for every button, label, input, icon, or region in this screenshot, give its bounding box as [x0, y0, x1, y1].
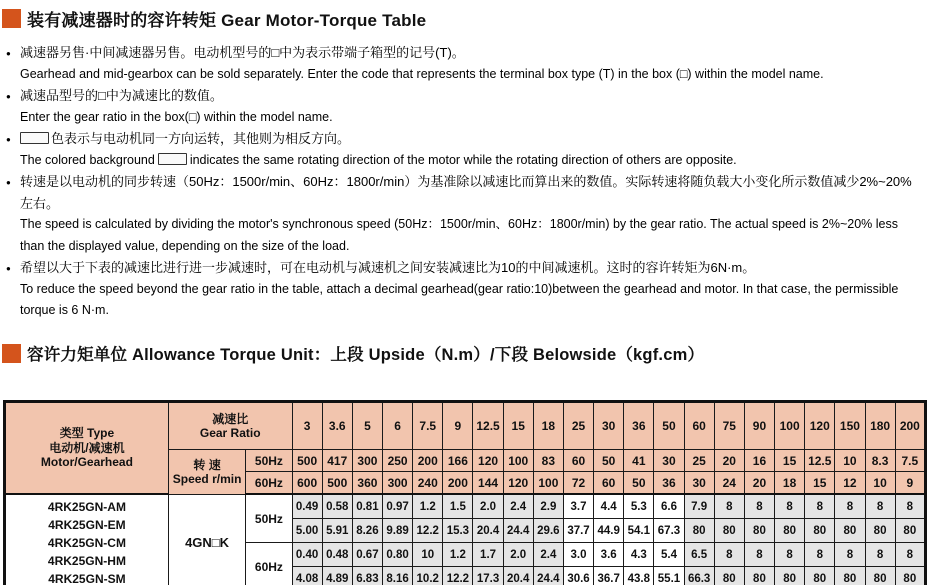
orange-square-marker-icon [2, 344, 21, 363]
section2-title: 容许力矩单位 Allowance Torque Unit：上段 Upside（N.m）/下段 Belowside（kgf.cm） [27, 346, 705, 364]
speed-60hz-value-cell: 20 [744, 472, 774, 495]
model-name: 4RK25GN-AM [47, 499, 126, 514]
model-name: 4RK25GN-SM [48, 571, 126, 585]
torque-kgfcm-50hz-cell: 5.00 [292, 519, 322, 543]
header-50hz-cell: 50Hz [246, 450, 292, 472]
torque-nm-60hz-cell: 2.4 [533, 543, 563, 567]
gear-ratio-label-cn: 减速比 [212, 412, 249, 426]
torque-nm-50hz-cell: 2.4 [503, 494, 533, 519]
torque-nm-50hz-cell: 1.5 [443, 494, 473, 519]
torque-kgfcm-50hz-cell: 54.1 [624, 519, 654, 543]
torque-kgfcm-60hz-cell: 43.8 [624, 567, 654, 585]
speed-60hz-value-cell: 50 [624, 472, 654, 495]
torque-kgfcm-60hz-cell: 10.2 [413, 567, 443, 585]
note-en: Gearhead and mid-gearbox can be sold separately. Enter the code that represents the terminal box type (T) in the box (□) within the model name. [20, 66, 824, 81]
speed-50hz-value-cell: 50 [594, 450, 624, 472]
torque-kgfcm-60hz-cell: 8.16 [383, 567, 413, 585]
torque-nm-50hz-cell: 5.3 [624, 494, 654, 519]
torque-kgfcm-50hz-cell: 67.3 [654, 519, 684, 543]
torque-nm-60hz-cell: 8 [895, 543, 925, 567]
torque-kgfcm-50hz-cell: 15.3 [443, 519, 473, 543]
speed-60hz-value-cell: 360 [352, 472, 382, 495]
torque-nm-50hz-cell: 1.2 [413, 494, 443, 519]
gear-ratio-value-cell: 150 [835, 402, 865, 450]
type-header-cell [5, 402, 169, 495]
torque-nm-50hz-cell: 0.58 [322, 494, 352, 519]
torque-nm-50hz-cell: 6.6 [654, 494, 684, 519]
speed-50hz-value-cell: 417 [322, 450, 352, 472]
torque-kgfcm-50hz-cell: 20.4 [473, 519, 503, 543]
gear-ratio-value-cell: 100 [775, 402, 805, 450]
torque-nm-50hz-cell: 0.81 [352, 494, 382, 519]
speed-60hz-value-cell: 240 [413, 472, 443, 495]
speed-50hz-value-cell: 60 [563, 450, 593, 472]
speed-label-en: Speed r/min [172, 471, 242, 486]
speed-60hz-value-cell: 9 [895, 472, 925, 495]
gear-ratio-value-cell: 6 [383, 402, 413, 450]
speed-60hz-value-cell: 120 [503, 472, 533, 495]
gear-ratio-value-cell: 3 [292, 402, 322, 450]
note-cn-text: 色表示与电动机同一方向运转，其他则为相反方向。 [51, 131, 351, 146]
speed-header-cell [168, 450, 245, 495]
torque-kgfcm-50hz-cell: 12.2 [413, 519, 443, 543]
torque-nm-60hz-cell: 5.4 [654, 543, 684, 567]
torque-nm-60hz-cell: 4.3 [624, 543, 654, 567]
section1-heading [2, 6, 426, 31]
type-line: Motor/Gearhead [40, 455, 133, 470]
speed-60hz-value-cell: 12 [835, 472, 865, 495]
torque-nm-60hz-cell: 0.67 [352, 543, 382, 567]
torque-nm-60hz-cell: 3.6 [594, 543, 624, 567]
torque-kgfcm-60hz-cell: 4.08 [292, 567, 322, 585]
speed-60hz-value-cell: 72 [563, 472, 593, 495]
note-item [6, 128, 924, 171]
speed-50hz-value-cell: 25 [684, 450, 714, 472]
speed-50hz-value-cell: 15 [775, 450, 805, 472]
speed-50hz-value-cell: 250 [383, 450, 413, 472]
note-cn: 希望以大于下表的减速比进行进一步减速时，可在电动机与减速机之间安装减速比为10的中间减速机。这时的容许转矩为6N·m。 [20, 260, 756, 275]
torque-nm-60hz-cell: 0.80 [383, 543, 413, 567]
speed-50hz-value-cell: 120 [473, 450, 503, 472]
torque-kgfcm-50hz-cell: 37.7 [563, 519, 593, 543]
speed-60hz-value-cell: 36 [654, 472, 684, 495]
torque-kgfcm-50hz-cell: 9.89 [383, 519, 413, 543]
note-en: The speed is calculated by dividing the motor's synchronous speed (50Hz：1500r/min、60Hz：1800r/min) by the gear ratio. The actual speed is 2%~20% less than the displayed value, depending on the size of the load. [20, 217, 898, 253]
torque-kgfcm-50hz-cell: 24.4 [503, 519, 533, 543]
speed-60hz-value-cell: 60 [594, 472, 624, 495]
gear-ratio-value-cell: 36 [624, 402, 654, 450]
gear-ratio-header-cell [168, 402, 292, 450]
gear-ratio-value-cell: 12.5 [473, 402, 503, 450]
gear-ratio-value-cell: 30 [594, 402, 624, 450]
torque-kgfcm-50hz-cell: 80 [744, 519, 774, 543]
gear-ratio-value-cell: 15 [503, 402, 533, 450]
torque-nm-60hz-cell: 1.7 [473, 543, 503, 567]
torque-nm-50hz-cell: 4.4 [594, 494, 624, 519]
torque-nm-50hz-cell: 8 [775, 494, 805, 519]
torque-kgfcm-60hz-cell: 24.4 [533, 567, 563, 585]
speed-50hz-value-cell: 20 [714, 450, 744, 472]
torque-nm-50hz-cell: 3.7 [563, 494, 593, 519]
gear-ratio-value-cell: 7.5 [413, 402, 443, 450]
torque-kgfcm-60hz-cell: 55.1 [654, 567, 684, 585]
torque-kgfcm-50hz-cell: 80 [835, 519, 865, 543]
note-item [6, 85, 924, 128]
speed-50hz-value-cell: 200 [413, 450, 443, 472]
torque-nm-50hz-cell: 8 [805, 494, 835, 519]
gear-ratio-value-cell: 90 [744, 402, 774, 450]
torque-nm-50hz-cell: 2.9 [533, 494, 563, 519]
type-line: 电动机/减速机 [49, 440, 125, 455]
note-cn: 转速是以电动机的同步转速（50Hz：1500r/min、60Hz：1800r/min）为基准除以减速比而算出来的数值。实际转速将随负载大小变化所示数值减少2%~20%左右。 [20, 174, 912, 211]
torque-nm-60hz-cell: 8 [744, 543, 774, 567]
speed-60hz-value-cell: 24 [714, 472, 744, 495]
torque-kgfcm-50hz-cell: 80 [714, 519, 744, 543]
note-cn [20, 128, 924, 150]
model-name: 4RK25GN-EM [48, 517, 126, 532]
gear-ratio-value-cell: 50 [654, 402, 684, 450]
torque-kgfcm-60hz-cell: 80 [895, 567, 925, 585]
torque-nm-60hz-cell: 6.5 [684, 543, 714, 567]
speed-60hz-value-cell: 200 [443, 472, 473, 495]
torque-nm-60hz-cell: 8 [865, 543, 895, 567]
speed-60hz-value-cell: 300 [383, 472, 413, 495]
color-swatch-icon [158, 153, 187, 165]
torque-nm-60hz-cell: 10 [413, 543, 443, 567]
section2-heading [2, 341, 704, 365]
torque-kgfcm-60hz-cell: 80 [714, 567, 744, 585]
gear-ratio-value-cell: 3.6 [322, 402, 352, 450]
torque-kgfcm-60hz-cell: 66.3 [684, 567, 714, 585]
torque-kgfcm-50hz-cell: 80 [895, 519, 925, 543]
note-item [6, 171, 924, 257]
torque-nm-60hz-cell: 0.40 [292, 543, 322, 567]
torque-nm-50hz-cell: 0.97 [383, 494, 413, 519]
speed-label-cn: 转 速 [193, 457, 221, 472]
body-60hz-cell: 60Hz [246, 543, 292, 585]
speed-50hz-value-cell: 16 [744, 450, 774, 472]
torque-nm-50hz-cell: 0.49 [292, 494, 322, 519]
torque-nm-60hz-cell: 8 [835, 543, 865, 567]
torque-kgfcm-50hz-cell: 80 [865, 519, 895, 543]
note-item [6, 42, 924, 85]
torque-nm-50hz-cell: 7.9 [684, 494, 714, 519]
torque-table-wrapper [3, 400, 927, 585]
note-cn: 减速器另售·中间减速器另售。电动机型号的□中为表示带端子箱型的记号(T)。 [20, 45, 465, 60]
torque-nm-60hz-cell: 0.48 [322, 543, 352, 567]
torque-kgfcm-60hz-cell: 80 [865, 567, 895, 585]
gear-ratio-value-cell: 200 [895, 402, 925, 450]
speed-50hz-value-cell: 83 [533, 450, 563, 472]
speed-50hz-value-cell: 7.5 [895, 450, 925, 472]
orange-square-marker-icon [2, 9, 21, 28]
bullet-icon: ● [6, 178, 11, 187]
bullet-icon: ● [6, 264, 11, 273]
gear-ratio-label-en: Gear Ratio [199, 426, 261, 440]
notes-list [6, 42, 924, 322]
note-en: Enter the gear ratio in the box(□) within the model name. [20, 109, 333, 124]
gear-ratio-value-cell: 60 [684, 402, 714, 450]
speed-50hz-value-cell: 12.5 [805, 450, 835, 472]
gear-ratio-value-cell: 75 [714, 402, 744, 450]
torque-kgfcm-60hz-cell: 80 [775, 567, 805, 585]
speed-50hz-value-cell: 166 [443, 450, 473, 472]
torque-nm-50hz-cell: 8 [744, 494, 774, 519]
note-item [6, 257, 924, 322]
speed-60hz-value-cell: 144 [473, 472, 503, 495]
torque-kgfcm-50hz-cell: 29.6 [533, 519, 563, 543]
model-name: 4RK25GN-CM [47, 535, 126, 550]
bullet-icon: ● [6, 92, 11, 101]
torque-nm-60hz-cell: 8 [805, 543, 835, 567]
torque-nm-50hz-cell: 2.0 [473, 494, 503, 519]
speed-50hz-value-cell: 30 [654, 450, 684, 472]
note-en [20, 150, 924, 172]
torque-kgfcm-60hz-cell: 12.2 [443, 567, 473, 585]
torque-nm-50hz-cell: 8 [835, 494, 865, 519]
torque-kgfcm-50hz-cell: 80 [684, 519, 714, 543]
header-60hz-cell: 60Hz [246, 472, 292, 495]
speed-60hz-value-cell: 10 [865, 472, 895, 495]
torque-kgfcm-60hz-cell: 4.89 [322, 567, 352, 585]
torque-kgfcm-60hz-cell: 80 [744, 567, 774, 585]
model-name: 4RK25GN-HM [47, 553, 126, 568]
torque-nm-50hz-cell: 8 [714, 494, 744, 519]
gear-ratio-value-cell: 18 [533, 402, 563, 450]
note-cn: 减速品型号的□中为减速比的数值。 [20, 88, 223, 103]
gear-ratio-value-cell: 180 [865, 402, 895, 450]
speed-50hz-value-cell: 500 [292, 450, 322, 472]
torque-kgfcm-50hz-cell: 8.26 [352, 519, 382, 543]
model-list-cell [5, 494, 169, 585]
speed-60hz-value-cell: 30 [684, 472, 714, 495]
note-en: To reduce the speed beyond the gear ratio in the table, attach a decimal gearhead(gear ratio:10)between the gearhead and motor. In that case, the permissible torque is 6 N·m. [20, 281, 899, 317]
gear-ratio-value-cell: 25 [563, 402, 593, 450]
torque-kgfcm-60hz-cell: 80 [835, 567, 865, 585]
torque-nm-50hz-cell: 8 [895, 494, 925, 519]
speed-60hz-value-cell: 100 [533, 472, 563, 495]
gear-ratio-value-cell: 120 [805, 402, 835, 450]
torque-kgfcm-60hz-cell: 80 [805, 567, 835, 585]
torque-kgfcm-50hz-cell: 44.9 [594, 519, 624, 543]
bullet-icon: ● [6, 135, 11, 144]
gear-ratio-value-cell: 9 [443, 402, 473, 450]
speed-50hz-value-cell: 41 [624, 450, 654, 472]
torque-kgfcm-60hz-cell: 20.4 [503, 567, 533, 585]
torque-nm-60hz-cell: 8 [714, 543, 744, 567]
speed-50hz-value-cell: 300 [352, 450, 382, 472]
speed-60hz-value-cell: 500 [322, 472, 352, 495]
torque-nm-50hz-cell: 8 [865, 494, 895, 519]
speed-60hz-value-cell: 15 [805, 472, 835, 495]
speed-60hz-value-cell: 18 [775, 472, 805, 495]
speed-50hz-value-cell: 100 [503, 450, 533, 472]
torque-kgfcm-60hz-cell: 30.6 [563, 567, 593, 585]
torque-nm-60hz-cell: 1.2 [443, 543, 473, 567]
torque-nm-60hz-cell: 2.0 [503, 543, 533, 567]
torque-kgfcm-50hz-cell: 80 [805, 519, 835, 543]
type-line: 类型 Type [59, 426, 115, 441]
note-en-text: The colored background [20, 152, 155, 167]
section1-title: 装有减速器时的容许转矩 Gear Motor-Torque Table [27, 11, 427, 30]
color-swatch-icon [20, 132, 49, 144]
torque-kgfcm-50hz-cell: 80 [775, 519, 805, 543]
body-50hz-cell: 50Hz [246, 494, 292, 543]
torque-nm-60hz-cell: 3.0 [563, 543, 593, 567]
speed-50hz-value-cell: 10 [835, 450, 865, 472]
torque-nm-60hz-cell: 8 [775, 543, 805, 567]
torque-kgfcm-60hz-cell: 17.3 [473, 567, 503, 585]
bullet-icon: ● [6, 49, 11, 58]
torque-kgfcm-60hz-cell: 6.83 [352, 567, 382, 585]
speed-50hz-value-cell: 8.3 [865, 450, 895, 472]
gearhead-model-cell: 4GN□K [168, 494, 245, 585]
torque-kgfcm-50hz-cell: 5.91 [322, 519, 352, 543]
torque-table [3, 400, 927, 585]
gear-ratio-value-cell: 5 [352, 402, 382, 450]
torque-kgfcm-60hz-cell: 36.7 [594, 567, 624, 585]
note-en-text: indicates the same rotating direction of the motor while the rotating direction of others are opposite. [189, 152, 737, 167]
speed-60hz-value-cell: 600 [292, 472, 322, 495]
